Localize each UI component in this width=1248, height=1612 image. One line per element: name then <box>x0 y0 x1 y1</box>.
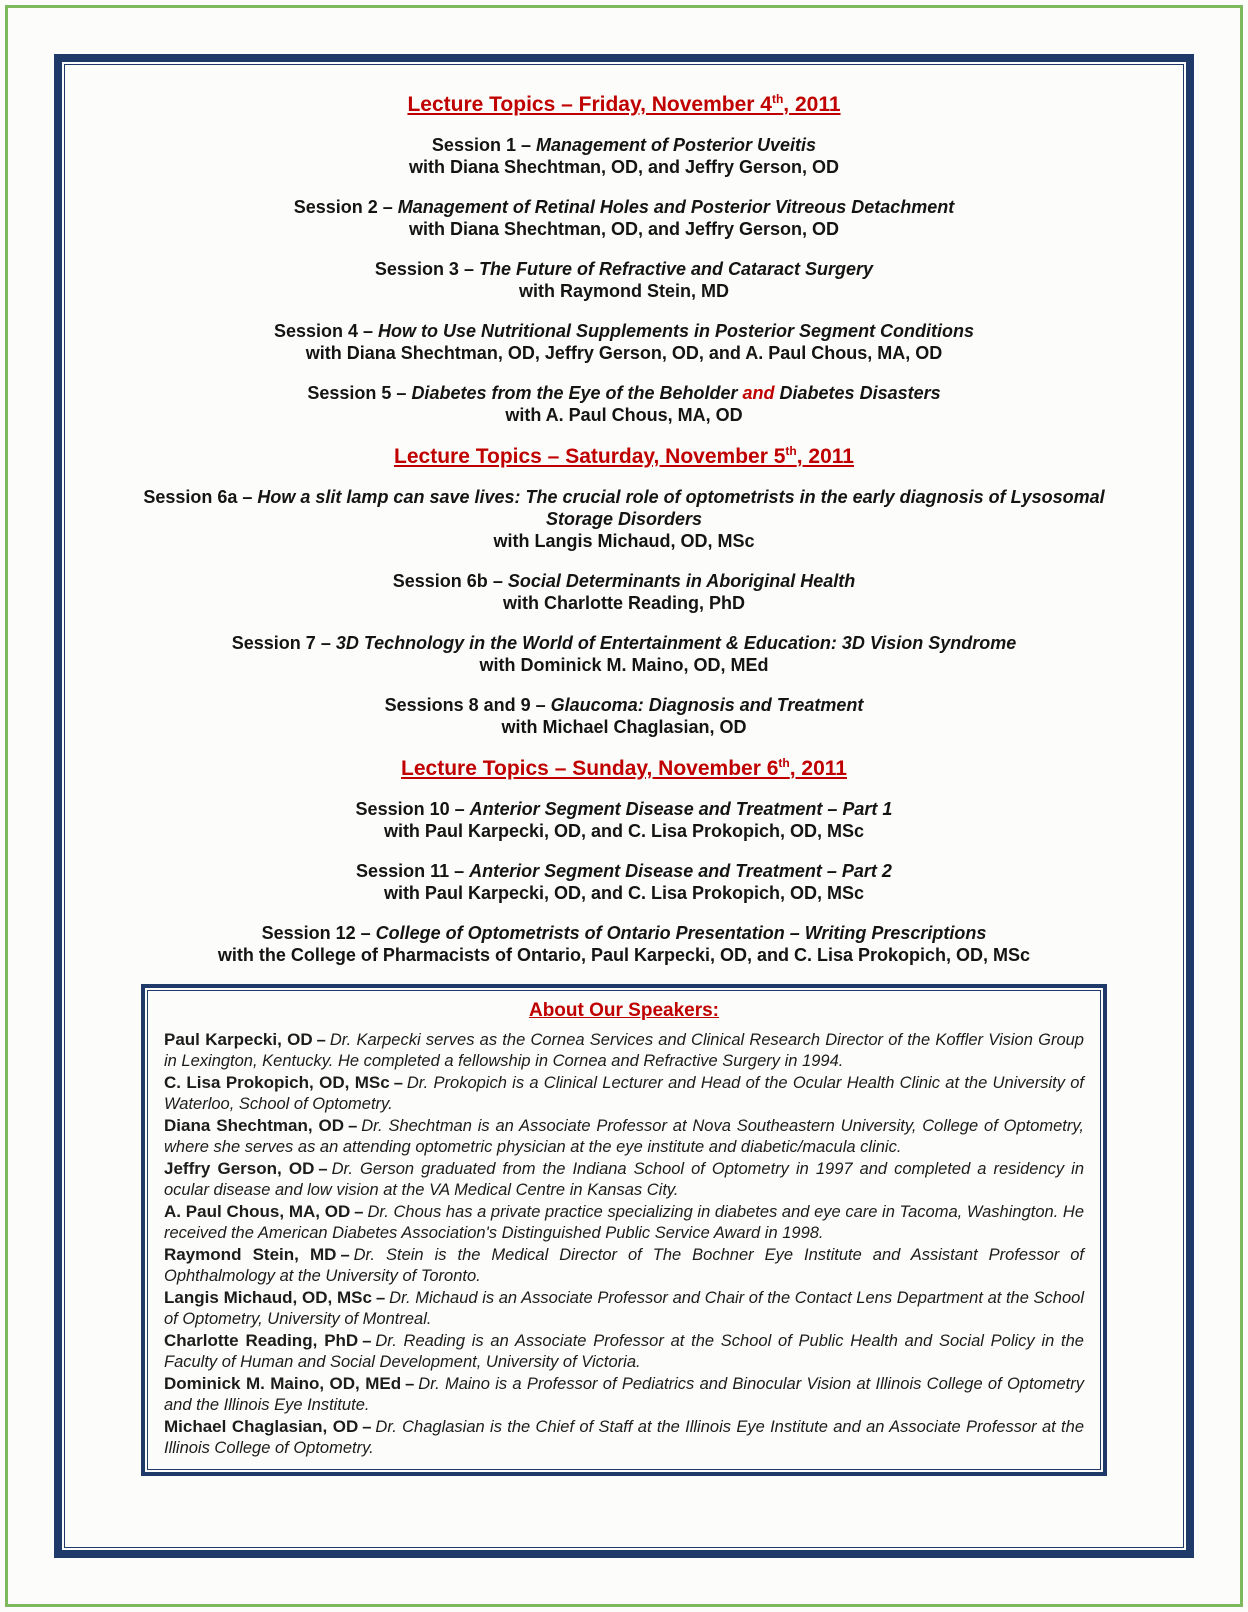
session-title-line <box>120 196 1128 218</box>
session-title-line <box>120 632 1128 654</box>
session-presenters: with Dominick M. Maino, OD, MEd <box>479 655 769 675</box>
day-heading <box>120 444 1128 470</box>
speaker-description: Dr. Chous has a private practice specializing in diabetes and eye care in Tacoma, Washington. He received the American Diabetes Association's Distinguished Public Service Award in 1998. <box>164 1203 1085 1242</box>
speaker-description: Dr. Reading is an Associate Professor at the School of Public Health and Social Policy in the Faculty of Human and Social Development, University of Victoria. <box>164 1332 1084 1371</box>
session-title-line <box>120 486 1128 530</box>
day-heading <box>120 92 1128 118</box>
session-title-line <box>120 570 1128 592</box>
speaker-description: Dr. Shechtman is an Associate Professor at Nova Southeastern University, College of Optometry, where she serves as an attending optometric physician at the eye institute and diabetic/macula clinic. <box>164 1117 1084 1156</box>
dash-separator: – <box>463 259 474 279</box>
session-label: Sessions 8 and 9 <box>384 695 531 715</box>
dash-separator: – <box>362 1332 372 1350</box>
session-presenters: with Raymond Stein, MD <box>518 281 729 301</box>
session-block <box>120 632 1128 676</box>
speaker-name: C. Lisa Prokopich, OD, MSc <box>164 1073 390 1092</box>
session-presenters: with the College of Pharmacists of Ontario, Paul Karpecki, OD, and C. Lisa Prokopich, OD, MSc <box>217 945 1031 965</box>
dash-separator: – <box>318 1160 328 1178</box>
session-block <box>120 694 1128 738</box>
session-title-part: Diabetes Disasters <box>774 383 941 403</box>
heading-suffix: , 2011 <box>796 445 854 468</box>
session-block <box>120 196 1128 240</box>
speaker-bio <box>164 1115 1084 1158</box>
session-presenters: with Michael Chaglasian, OD <box>501 717 747 737</box>
dash-separator: – <box>316 1031 326 1049</box>
speaker-description: Dr. Chaglasian is the Chief of Staff at the Illinois Eye Institute and an Associate Professor at the Illinois College of Optometry. <box>164 1418 1084 1457</box>
day-section <box>120 756 1128 966</box>
session-title-and: and <box>742 383 775 403</box>
heading-ordinal: th <box>771 92 784 106</box>
heading-ordinal: th <box>778 756 790 770</box>
session-title: College of Optometrists of Ontario Presentation – Writing Prescriptions <box>375 923 987 943</box>
day-heading-text <box>401 757 847 780</box>
dash-separator: – <box>340 1246 350 1264</box>
session-presenters: with Diana Shechtman, OD, and Jeffry Gerson, OD <box>408 157 840 177</box>
session-presenters: with A. Paul Chous, MA, OD <box>505 405 743 425</box>
dash-separator: – <box>382 197 393 217</box>
heading-suffix: , 2011 <box>783 93 841 116</box>
speaker-bio <box>164 1029 1084 1072</box>
session-block <box>120 320 1128 364</box>
dash-separator: – <box>360 923 371 943</box>
session-title: How to Use Nutritional Supplements in Posterior Segment Conditions <box>378 321 975 341</box>
dash-separator: – <box>454 861 465 881</box>
dash-separator: – <box>354 1203 364 1221</box>
dash-separator: – <box>242 487 253 507</box>
session-title-line <box>120 798 1128 820</box>
session-presenters: with Charlotte Reading, PhD <box>502 593 745 613</box>
session-title: The Future of Refractive and Cataract Surgery <box>478 259 874 279</box>
speaker-bio <box>164 1330 1084 1373</box>
dash-separator: – <box>492 571 503 591</box>
session-title-line <box>120 694 1128 716</box>
session-title: Anterior Segment Disease and Treatment – Part 1 <box>469 799 893 819</box>
session-block <box>120 570 1128 614</box>
speaker-description: Dr. Maino is a Professor of Pediatrics and Binocular Vision at Illinois College of Optometry and the Illinois Eye Institute. <box>164 1375 1084 1414</box>
session-title-line <box>120 258 1128 280</box>
session-label: Session 6b <box>392 571 488 591</box>
session-label: Session 5 <box>307 383 392 403</box>
speaker-name: Langis Michaud, OD, MSc <box>164 1288 372 1307</box>
heading-prefix: Lecture Topics – Friday, November 4 <box>407 93 772 116</box>
session-block <box>120 798 1128 842</box>
session-title-line <box>120 922 1128 944</box>
session-presenters: with Paul Karpecki, OD, and C. Lisa Prokopich, OD, MSc <box>383 821 865 841</box>
session-label: Session 12 <box>261 923 356 943</box>
speaker-bio <box>164 1373 1084 1416</box>
session-title-line <box>120 134 1128 156</box>
heading-prefix: Lecture Topics – Saturday, November 5 <box>394 445 786 468</box>
speaker-name: Michael Chaglasian, OD <box>164 1417 359 1436</box>
dash-separator: – <box>405 1375 415 1393</box>
session-presenters: with Langis Michaud, OD, MSc <box>493 531 755 551</box>
session-block <box>120 258 1128 302</box>
session-presenters: with Diana Shechtman, OD, Jeffry Gerson, OD, and A. Paul Chous, MA, OD <box>305 343 943 363</box>
session-label: Session 7 <box>231 633 316 653</box>
dash-separator: – <box>396 383 407 403</box>
session-title: Social Determinants in Aboriginal Health <box>507 571 856 591</box>
speaker-name: Jeffry Gerson, OD <box>164 1159 315 1178</box>
day-heading-text <box>407 93 840 116</box>
speakers-heading-text: About Our Speakers: <box>528 1000 720 1021</box>
dash-separator: – <box>393 1074 403 1092</box>
session-block <box>120 860 1128 904</box>
day-heading <box>120 756 1128 782</box>
session-label: Session 11 <box>356 861 450 881</box>
dash-separator: – <box>454 799 465 819</box>
dash-separator: – <box>535 695 546 715</box>
speaker-bios <box>164 1029 1084 1459</box>
heading-ordinal: th <box>785 444 797 458</box>
document-frame <box>54 54 1194 1558</box>
session-title: 3D Technology in the World of Entertainment & Education: 3D Vision Syndrome <box>335 633 1017 653</box>
session-title: Glaucoma: Diagnosis and Treatment <box>550 695 864 715</box>
speaker-bio <box>164 1244 1084 1287</box>
session-title: Management of Retinal Holes and Posterior Vitreous Detachment <box>397 197 955 217</box>
session-label: Session 10 <box>355 799 450 819</box>
session-block <box>120 486 1128 552</box>
lecture-days <box>120 92 1128 966</box>
speaker-name: Dominick M. Maino, OD, MEd <box>164 1374 402 1393</box>
heading-prefix: Lecture Topics – Sunday, November 6 <box>401 757 779 780</box>
day-heading-text <box>394 445 854 468</box>
speaker-name: A. Paul Chous, MA, OD <box>164 1202 351 1221</box>
speaker-description: Dr. Gerson graduated from the Indiana School of Optometry in 1997 and completed a residency in ocular disease and low vision at the VA Medical Centre in Kansas City. <box>164 1160 1084 1199</box>
dash-separator: – <box>362 1418 372 1436</box>
speakers-box <box>141 984 1107 1476</box>
session-title-part: Diabetes from the Eye of the Beholder <box>411 383 743 403</box>
session-title <box>411 383 940 403</box>
day-section <box>120 92 1128 426</box>
session-title-line <box>120 382 1128 404</box>
session-block <box>120 134 1128 178</box>
dash-separator: – <box>320 633 331 653</box>
dash-separator: – <box>348 1117 358 1135</box>
session-title: Anterior Segment Disease and Treatment – Part 2 <box>469 861 892 881</box>
session-block <box>120 382 1128 426</box>
speaker-description: Dr. Michaud is an Associate Professor and Chair of the Contact Lens Department at the School of Optometry, University of Montreal. <box>164 1289 1084 1328</box>
speaker-name: Raymond Stein, MD <box>164 1245 337 1264</box>
session-title: How a slit lamp can save lives: The crucial role of optometrists in the early diagnosis of Lysosomal Storage Disorders <box>257 487 1105 529</box>
session-title-line <box>120 320 1128 342</box>
speaker-description: Dr. Prokopich is a Clinical Lecturer and Head of the Ocular Health Clinic at the University of Waterloo, School of Optometry. <box>164 1074 1084 1113</box>
speaker-name: Diana Shechtman, OD <box>164 1116 345 1135</box>
speaker-bio <box>164 1201 1084 1244</box>
dash-separator: – <box>362 321 373 341</box>
session-presenters: with Paul Karpecki, OD, and C. Lisa Prokopich, OD, MSc <box>383 883 865 903</box>
speaker-description: Dr. Stein is the Medical Director of The Bochner Eye Institute and Assistant Professor of Ophthalmology at the University of Toronto. <box>164 1246 1084 1285</box>
speaker-bio <box>164 1072 1084 1115</box>
speaker-bio <box>164 1416 1084 1459</box>
speaker-bio <box>164 1287 1084 1330</box>
session-label: Session 6a <box>143 487 238 507</box>
speaker-name: Paul Karpecki, OD <box>164 1030 313 1049</box>
speaker-name: Charlotte Reading, PhD <box>164 1331 359 1350</box>
session-label: Session 1 <box>431 135 516 155</box>
heading-suffix: , 2011 <box>789 757 847 780</box>
dash-separator: – <box>520 135 531 155</box>
session-presenters: with Diana Shechtman, OD, and Jeffry Gerson, OD <box>408 219 840 239</box>
session-label: Session 4 <box>273 321 358 341</box>
day-section <box>120 444 1128 738</box>
session-block <box>120 922 1128 966</box>
session-title-line <box>120 860 1128 882</box>
speaker-description: Dr. Karpecki serves as the Cornea Services and Clinical Research Director of the Koffler Vision Group in Lexington, Kentucky. He completed a fellowship in Cornea and Refractive Surgery in 1994. <box>164 1031 1084 1070</box>
session-title: Management of Posterior Uveitis <box>535 135 817 155</box>
speakers-box-inner <box>147 990 1101 1470</box>
session-label: Session 3 <box>374 259 459 279</box>
speaker-bio <box>164 1158 1084 1201</box>
speakers-heading <box>164 999 1084 1023</box>
session-label: Session 2 <box>293 197 378 217</box>
dash-separator: – <box>375 1289 386 1307</box>
